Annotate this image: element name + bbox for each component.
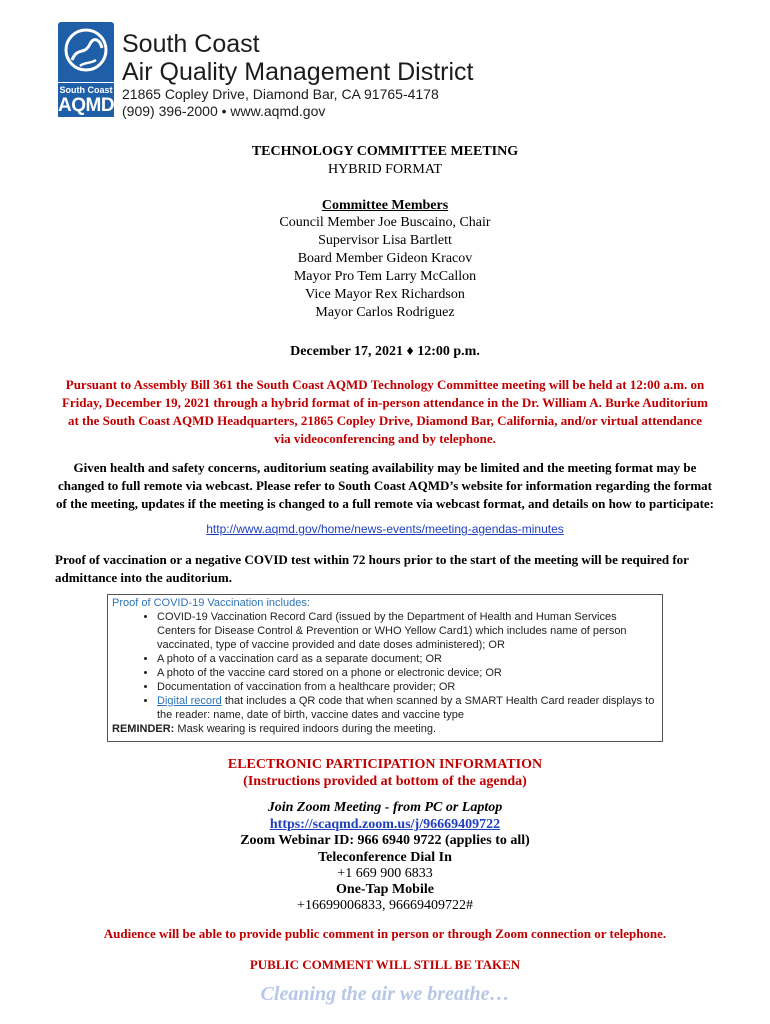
ab361-notice: Pursuant to Assembly Bill 361 the South Coast AQMD Technology Committee meeting will be held at 12:00 a.m. on Friday, December 19, 2021 through a hybrid format of in-person attendance in the Dr. William A. Burke Auditorium at the South Coast AQMD Headquarters, 21865 Copley Drive, Diamond Bar, California, and/or virtual attendance via videoconferencing and by telephone. — [61, 377, 709, 446]
org-name-line1: South Coast — [122, 30, 260, 58]
organization-name — [122, 30, 474, 86]
footer-slogan: Cleaning the air we breathe… — [260, 983, 510, 1005]
meeting-title: TECHNOLOGY COMMITTEE MEETING — [251, 144, 519, 159]
diamond-separator-icon: ♦ — [406, 344, 414, 359]
coastline-icon — [62, 26, 110, 82]
vaccination-info-box — [107, 594, 663, 742]
aqmd-logo-label — [58, 82, 114, 117]
meeting-datetime — [0, 343, 770, 361]
meeting-date: December 17, 2021 — [290, 344, 404, 359]
member-item: Mayor Pro Tem Larry McCallon — [293, 269, 477, 284]
digital-record-link[interactable]: Digital record — [157, 695, 222, 707]
vaccination-box-title: Proof of COVID-19 Vaccination includes: — [112, 597, 310, 609]
aqmd-logo — [58, 22, 114, 90]
member-item: Board Member Gideon Kracov — [297, 251, 473, 266]
vaccination-item: • A photo of a vaccination card as a separate document; OR — [157, 652, 658, 666]
vaccination-list — [112, 610, 658, 722]
mask-reminder — [112, 722, 658, 736]
meeting-time: 12:00 p.m. — [417, 344, 480, 359]
digital-record-text: that includes a QR code that when scanned by a SMART Health Card reader displays to the reader: name, date of birth, vaccine dates and vaccine type — [157, 695, 655, 721]
member-item: Council Member Joe Buscaino, Chair — [279, 215, 491, 230]
public-comment-heading: PUBLIC COMMENT WILL STILL BE TAKEN — [249, 957, 521, 972]
org-name-line2: Air Quality Management District — [122, 58, 474, 86]
organization-address — [122, 86, 439, 120]
zoom-join-label: Join Zoom Meeting - from PC or Laptop — [267, 800, 503, 815]
electronic-heading: ELECTRONIC PARTICIPATION INFORMATION — [227, 757, 543, 772]
member-item: Supervisor Lisa Bartlett — [318, 233, 452, 248]
vaccination-item: • A photo of the vaccine card stored on a phone or electronic device; OR — [157, 666, 658, 680]
public-comment-notice: Audience will be able to provide public comment in person or through Zoom connection or telephone. — [103, 926, 667, 941]
agendas-link[interactable] — [0, 522, 770, 537]
proof-notice: Proof of vaccination or a negative COVID test within 72 hours prior to the start of the meeting will be required for admittance into the auditorium. — [55, 552, 689, 585]
vaccination-item: • Documentation of vaccination from a healthcare provider; OR — [157, 680, 658, 694]
members-list — [0, 214, 770, 322]
contact-line: (909) 396-2000 • www.aqmd.gov — [122, 103, 326, 119]
zoom-webinar-id: Zoom Webinar ID: 966 6940 9722 (applies to all) — [240, 833, 530, 848]
members-heading: Committee Members — [321, 198, 449, 213]
one-tap-number: +16699006833, 96669409722# — [297, 898, 473, 913]
vaccination-item — [157, 694, 658, 722]
reminder-text: Mask wearing is required indoors during the meeting. — [174, 723, 437, 735]
meeting-format: HYBRID FORMAT — [328, 162, 442, 177]
logo-small-text: South Coast — [59, 85, 113, 95]
member-item: Mayor Carlos Rodriguez — [315, 305, 455, 320]
vaccination-item: • COVID-19 Vaccination Record Card (issued by the Department of Health and Human Services Centers for Disease Control & Prevention or WHO Yellow Card1) which includes name of person vaccinated, type of vaccine provided and date doses administered); OR — [157, 610, 658, 652]
zoom-meeting-link[interactable]: https://scaqmd.zoom.us/j/96669409722 — [269, 817, 501, 832]
dial-in-label: Teleconference Dial In — [318, 850, 452, 865]
one-tap-label: One-Tap Mobile — [336, 882, 434, 897]
dial-in-number: +1 669 900 6833 — [337, 866, 433, 881]
electronic-subheading: (Instructions provided at bottom of the agenda) — [243, 774, 527, 789]
logo-big-text: AQMD — [58, 95, 115, 116]
address-line: 21865 Copley Drive, Diamond Bar, CA 91765-4178 — [122, 86, 439, 102]
reminder-label: REMINDER: — [112, 723, 175, 735]
agendas-url[interactable]: http://www.aqmd.gov/home/news-events/meeting-agendas-minutes — [206, 522, 564, 536]
member-item: Vice Mayor Rex Richardson — [305, 287, 465, 302]
health-notice: Given health and safety concerns, auditorium seating availability may be limited and the meeting format may be changed to full remote via webcast. Please refer to South Coast AQMD’s website for information regarding the format of the meeting, updates if the meeting is changed to a full remote via webcast format, and details on how to participate: — [56, 460, 714, 511]
